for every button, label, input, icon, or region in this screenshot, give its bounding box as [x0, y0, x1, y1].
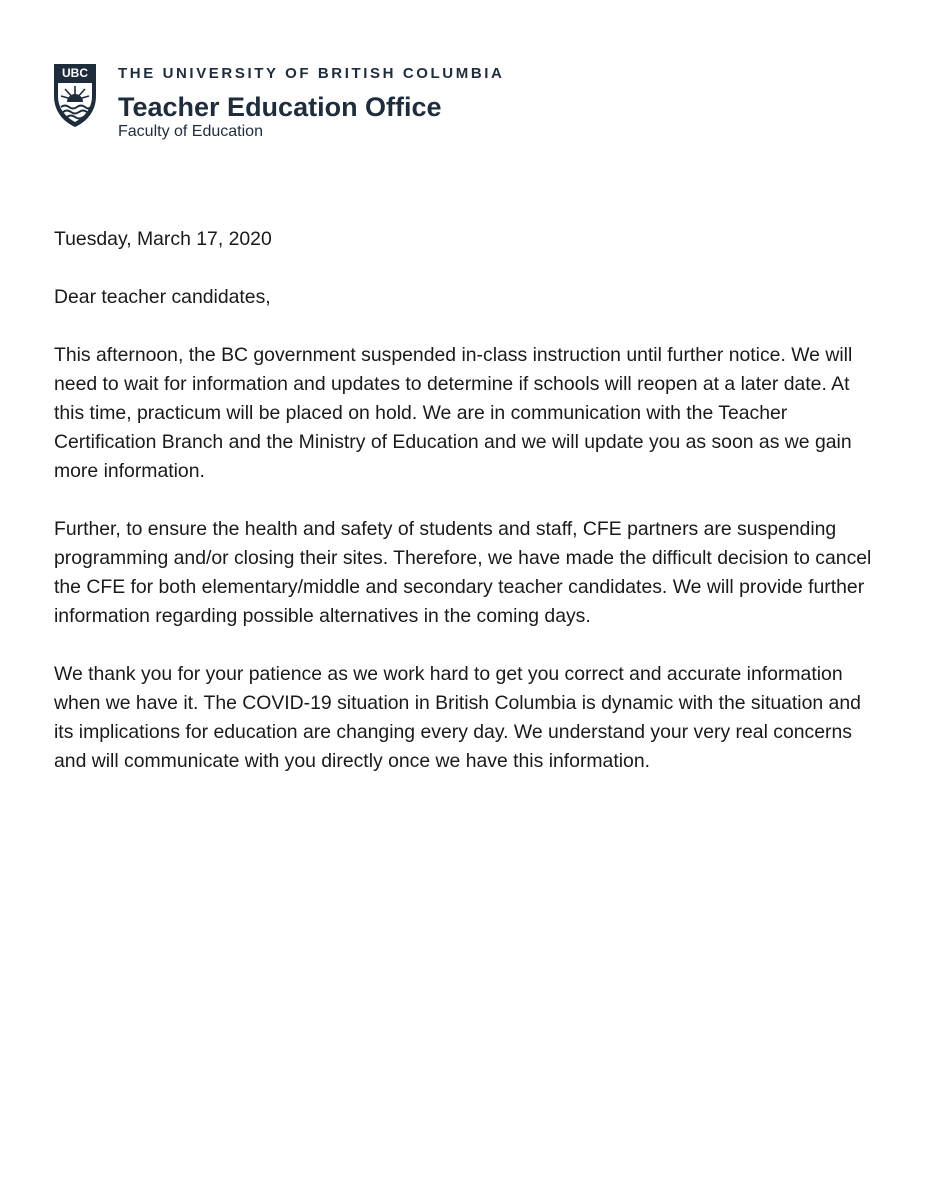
crest-text: UBC [62, 66, 88, 80]
paragraph-3: We thank you for your patience as we work hard to get you correct and accurate information when we have it. The COVID-19 situation in British Columbia is dynamic with the situation and its implications for education are changing every day. We understand your very real concerns and will communicate with you directly once we have this information. [54, 663, 861, 772]
ubc-crest-icon [52, 62, 98, 128]
faculty-name: Faculty of Education [118, 123, 263, 140]
paragraph-1: This afternoon, the BC government suspended in-class instruction until further notice. We will need to wait for information and updates to determine if schools will reopen at a later date. At this time, practicum will be placed on hold. We are in communication with the Teacher Certification Branch and the Ministry of Education and we will update you as soon as we gain more information. [54, 344, 853, 482]
org-lines [118, 62, 504, 142]
letter-date: Tuesday, March 17, 2020 [54, 228, 272, 250]
paragraph-2: Further, to ensure the health and safety of students and staff, CFE partners are suspending programming and/or closing their sites. Therefore, we have made the difficult decision to cancel the CFE for both elementary/middle and secondary teacher candidates. We will provide further information regarding possible alternatives in the coming days. [54, 518, 872, 627]
university-name: THE UNIVERSITY OF BRITISH COLUMBIA [118, 65, 505, 82]
letter-body [54, 225, 884, 805]
letterhead [52, 62, 652, 152]
office-name: Teacher Education Office [118, 92, 442, 122]
salutation: Dear teacher candidates, [54, 286, 271, 308]
